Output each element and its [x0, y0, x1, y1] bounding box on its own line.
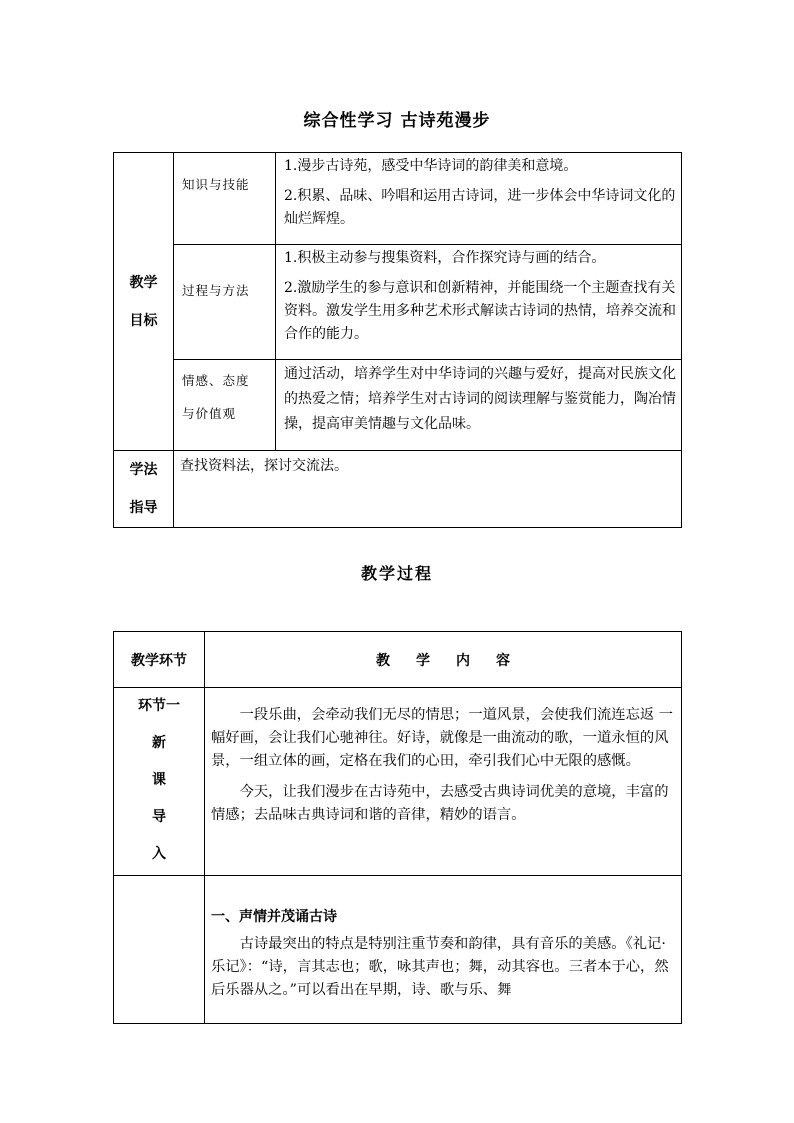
objectives-label: [114, 153, 174, 451]
objective-item: 2.积累、品味、吟唱和运用古诗词，进一步体会中华诗词文化的灿烂辉煌。: [284, 188, 676, 227]
paragraph: 今天，让我们漫步在古诗苑中，去感受古典诗词优美的意境，丰富的情感；去品味古典诗词和谐的音律，精妙的语言。: [211, 784, 669, 823]
step1-label: 环节一 新 课 导 入: [114, 688, 205, 876]
step1-content: [205, 688, 682, 876]
step2-label: [114, 876, 205, 1024]
process-table: [113, 631, 682, 1024]
objective-item: 通过活动，培养学生对中华诗词的兴趣与爱好，提高对民族文化的热爱之情；培养学生对古诗词的阅读理解与鉴赏能力，陶冶情操，提高审美情趣与文化品味。: [284, 366, 676, 432]
method-content: 查找资料法，探讨交流法。: [174, 451, 682, 528]
paragraph: 古诗最突出的特点是特别注重节奏和韵律，具有音乐的美感。《礼记·乐记》：“诗，言其志也；歌，咏其声也；舞，动其容也。三者本于心，然后乐器从之。”可以看出在早期，诗、歌与乐、舞: [211, 936, 669, 998]
table-row: [114, 632, 682, 688]
objective-content-attitude: [276, 360, 682, 451]
objective-item: 1.漫步古诗苑，感受中华诗词的韵律美和意境。: [284, 158, 578, 174]
paragraph: 一段乐曲，会牵动我们无尽的情思；一道风景，会使我们流连忘返 一幅好画，会让我们心驰神往。好诗，就像是一曲流动的歌，一道永恒的风景，一组立体的画，定格在我们的心田，牵引我们心中无限的感慨。: [211, 707, 674, 769]
section-heading: 一、声情并茂诵古诗: [211, 909, 337, 925]
objectives-label-line2: 目标: [129, 312, 158, 329]
step2-content: [205, 876, 682, 1024]
document-title: 综合性学习 古诗苑漫步: [303, 111, 491, 131]
objective-item: 1.积极主动参与搜集资料，合作探究诗与画的结合。: [284, 250, 606, 266]
header-content: 教学内容: [205, 632, 682, 688]
table-row: [114, 245, 682, 360]
objective-item: 2.激励学生的参与意识和创新精神，并能围绕一个主题查找有关资料。激发学生用多种艺术形式解读古诗词的热情，培养交流和合作的能力。: [284, 280, 676, 342]
objective-label-process: 过程与方法: [174, 245, 276, 360]
objective-label-knowledge: 知识与技能: [174, 153, 276, 245]
table-row: [114, 688, 682, 876]
method-label: 学法 指导: [114, 451, 174, 528]
table-row: [114, 360, 682, 451]
objectives-table: [113, 152, 682, 528]
objective-content-process: [276, 245, 682, 360]
table-row: [114, 451, 682, 528]
objectives-label-line1: 教学: [129, 274, 158, 291]
objective-content-knowledge: [276, 153, 682, 245]
table-row: [114, 153, 682, 245]
process-title: 教学过程: [360, 564, 433, 583]
header-step: 教学环节: [114, 632, 205, 688]
objective-label-attitude: 情感、态度 与价值观: [174, 360, 276, 451]
table-row: [114, 876, 682, 1024]
